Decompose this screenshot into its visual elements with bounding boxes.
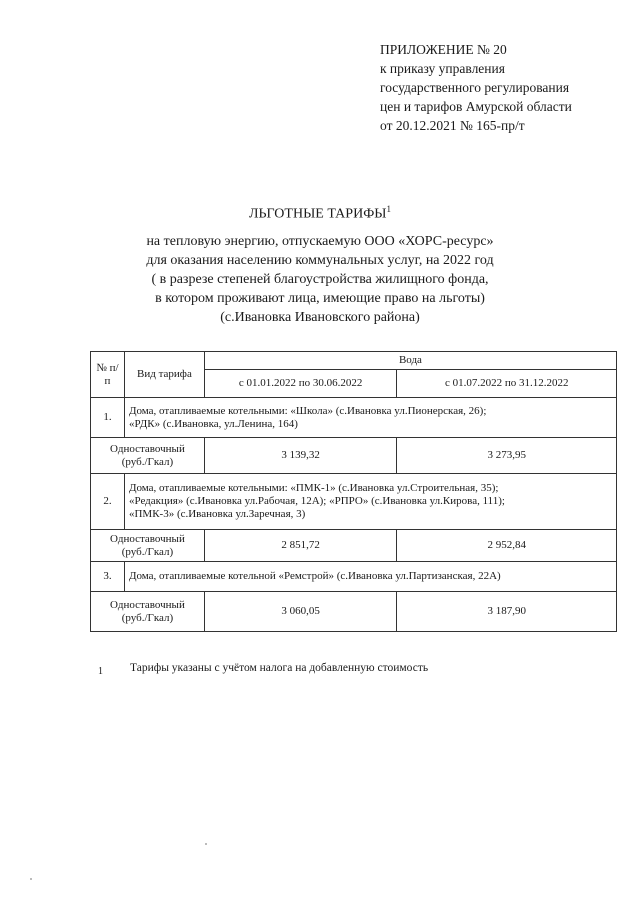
header-period-1: с 01.01.2022 по 30.06.2022 [204, 370, 397, 398]
description-line: Дома, отапливаемые котельными: «Школа» (с.Ивановка ул.Пионерская, 26); [128, 404, 487, 417]
tariff-type-line: Одноставочный [110, 598, 185, 611]
footnote-text: Тарифы указаны с учётом налога на добавленную стоимость [130, 662, 429, 674]
header-num: № п/п [91, 352, 125, 398]
header-tariff-type: Вид тарифа [124, 352, 204, 398]
tariff-value-period-2: 3 187,90 [397, 592, 617, 632]
title-text: ЛЬГОТНЫЕ ТАРИФЫ [249, 206, 387, 222]
tariff-type-line: (руб./Гкал) [121, 611, 174, 624]
description-line: Дома, отапливаемые котельными: «ПМК-1» (с.Ивановка ул.Строительная, 35); [128, 482, 499, 494]
subtitle-line: на тепловую энергию, отпускаемую ООО «ХОРС-ресурс» [146, 234, 494, 249]
section-num: 2. [91, 474, 125, 530]
section-description [124, 398, 616, 438]
subtitle-line: для оказания населению коммунальных услуг, на 2022 год [146, 253, 494, 268]
tariff-type [91, 530, 205, 562]
document-subtitle [0, 232, 640, 327]
appendix-line: цен и тарифов Амурской области [380, 99, 572, 114]
description-line: «РДК» (с.Ивановка, ул.Ленина, 164) [128, 417, 298, 430]
section-num: 1. [91, 398, 125, 438]
appendix-line: государственного регулирования [380, 80, 570, 95]
tariff-type-line: Одноставочный [110, 532, 185, 545]
appendix-block [380, 40, 620, 135]
description-line: «Редакция» (с.Ивановка ул.Рабочая, 12А); «РПРО» (с.Ивановка ул.Кирова, 111); [128, 495, 505, 507]
appendix-line: ПРИЛОЖЕНИЕ № 20 [380, 42, 507, 57]
tariff-value-period-1: 2 851,72 [204, 530, 397, 562]
title-footnote-ref: 1 [386, 204, 391, 214]
appendix-line: от 20.12.2021 № 165-пр/т [380, 118, 525, 133]
section-description [124, 474, 616, 530]
scan-speck [205, 843, 207, 845]
tariff-value-period-1: 3 060,05 [204, 592, 397, 632]
section-row [91, 562, 617, 592]
footnote-mark: 1 [98, 666, 103, 677]
header-group: Вода [204, 352, 616, 370]
section-row [91, 398, 617, 438]
tariff-value-period-2: 3 273,95 [397, 438, 617, 474]
description-line: «ПМК-3» (с.Ивановка ул.Заречная, 3) [128, 508, 306, 520]
tariff-row [91, 530, 617, 562]
table-header-row [91, 352, 617, 370]
subtitle-line: ( в разрезе степеней благоустройства жилищного фонда, [151, 272, 489, 287]
appendix-line: к приказу управления [380, 61, 505, 76]
tariff-type [91, 592, 205, 632]
tariff-type-line: (руб./Гкал) [121, 545, 174, 558]
scan-speck [30, 878, 32, 880]
document-title [0, 200, 640, 224]
tariff-row [91, 592, 617, 632]
tariffs-table [90, 351, 617, 632]
section-row [91, 474, 617, 530]
header-period-2: с 01.07.2022 по 31.12.2022 [397, 370, 617, 398]
tariff-value-period-1: 3 139,32 [204, 438, 397, 474]
subtitle-line: в котором проживают лица, имеющие право на льготы) [155, 291, 485, 306]
section-num: 3. [91, 562, 125, 592]
tariff-type [91, 438, 205, 474]
tariff-row [91, 438, 617, 474]
section-description [124, 562, 616, 592]
subtitle-line: (с.Ивановка Ивановского района) [220, 310, 420, 325]
tariff-type-line: Одноставочный [110, 442, 185, 455]
tariff-type-line: (руб./Гкал) [121, 455, 174, 468]
tariff-value-period-2: 2 952,84 [397, 530, 617, 562]
description-line: Дома, отапливаемые котельной «Ремстрой» (с.Ивановка ул.Партизанская, 22А) [128, 570, 501, 582]
